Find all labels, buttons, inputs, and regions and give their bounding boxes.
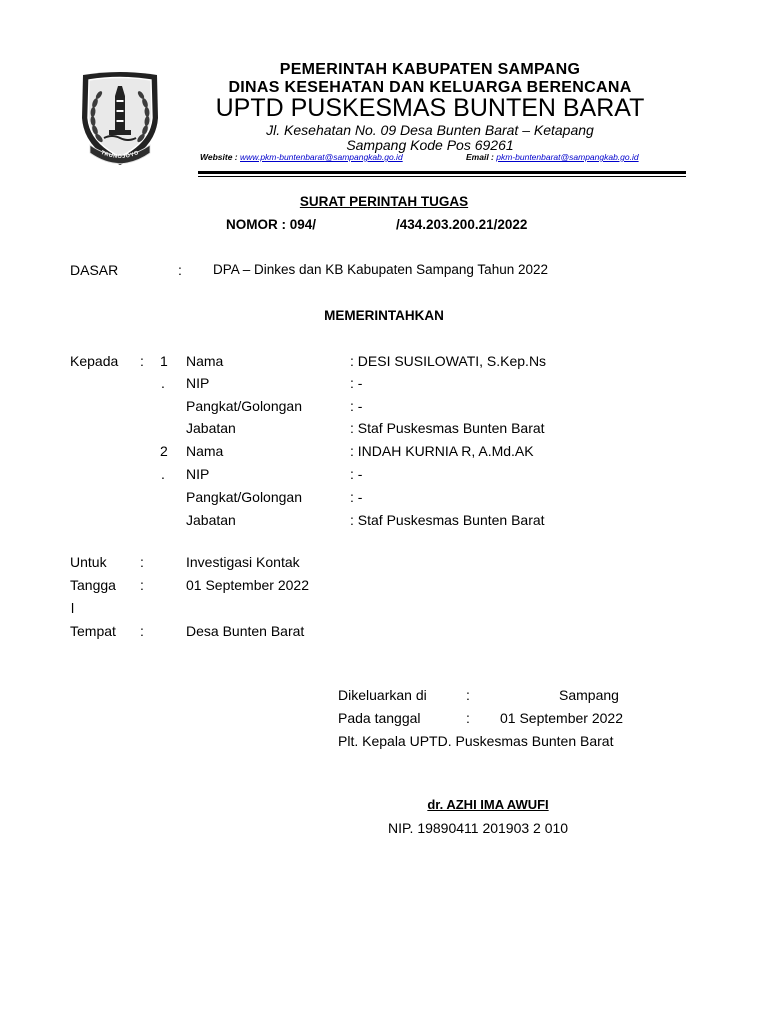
issued-date-label: Pada tanggal	[338, 710, 421, 726]
address-line-2: Sampang Kode Pos 69261	[346, 137, 514, 153]
recipient-1-name-label: Nama	[186, 353, 224, 369]
field-value: Staf Puskesmas Bunten Barat	[357, 420, 545, 436]
field-colon: :	[350, 489, 354, 505]
recipient-2-name-label: Nama	[186, 443, 224, 459]
field-colon: :	[350, 466, 354, 482]
place-value: Desa Bunten Barat	[186, 623, 305, 639]
issued-date-colon: :	[466, 710, 470, 726]
basis-label: DASAR	[70, 262, 119, 278]
email-row	[466, 152, 639, 162]
recipients-colon: :	[140, 353, 144, 369]
field-value: -	[357, 489, 363, 505]
field-value: DESI SUSILOWATI, S.Kep.Ns	[357, 353, 547, 369]
recipient-2-nip-value	[350, 466, 362, 482]
signer-nip: NIP. 19890411 201903 2 010	[388, 820, 569, 836]
email-label: Email :	[466, 152, 494, 162]
recipient-2-rank-value	[350, 489, 362, 505]
website-row	[200, 152, 403, 162]
basis-colon: :	[178, 262, 182, 278]
department-name: DINAS KESEHATAN DAN KELUARGA BERENCANA	[228, 79, 632, 96]
field-colon: :	[350, 512, 354, 528]
purpose-value: Investigasi Kontak	[186, 554, 300, 570]
sampang-regency-emblem-icon	[78, 70, 162, 166]
field-value: -	[357, 466, 363, 482]
field-colon: :	[350, 353, 354, 369]
basis-text: DPA – Dinkes dan KB Kabupaten Sampang Tahun 2022	[213, 262, 548, 277]
recipients-label: Kepada	[70, 353, 119, 369]
recipient-2-dot: .	[161, 466, 165, 482]
place-label: Tempat	[70, 623, 116, 639]
date-colon: :	[140, 577, 144, 593]
recipient-2-name-value	[350, 443, 534, 459]
letter-number-prefix: NOMOR : 094/	[226, 217, 317, 232]
place-colon: :	[140, 623, 144, 639]
recipient-2-rank-label: Pangkat/Golongan	[186, 489, 302, 505]
issued-place-colon: :	[466, 687, 470, 703]
field-value: -	[357, 398, 363, 414]
letterhead-divider-thin	[198, 176, 686, 177]
recipient-1-rank-value	[350, 398, 362, 414]
issued-date-value: 01 September 2022	[500, 710, 623, 726]
field-value: Staf Puskesmas Bunten Barat	[357, 512, 545, 528]
letterhead-divider-thick	[198, 171, 686, 174]
recipient-1-dot: .	[161, 375, 165, 391]
field-colon: :	[350, 443, 354, 459]
date-label-part-1: Tangga	[70, 577, 116, 593]
website-label: Website :	[200, 152, 238, 162]
field-colon: :	[350, 375, 354, 391]
recipient-2-number: 2	[160, 443, 168, 459]
unit-name: UPTD PUSKESMAS BUNTEN BARAT	[215, 94, 645, 122]
logo-motto: TRUNOJOYO	[99, 149, 141, 161]
recipient-2-nip-label: NIP	[186, 466, 210, 482]
email-link[interactable]: pkm-buntenbarat@sampangkab.go.id	[496, 152, 639, 162]
website-link[interactable]: www.pkm-buntenbarat@sampangkab.go.id	[240, 152, 403, 162]
recipient-1-nip-label: NIP	[186, 375, 210, 391]
address-line-1: Jl. Kesehatan No. 09 Desa Bunten Barat – Ketapang	[266, 122, 594, 138]
field-colon: :	[350, 398, 354, 414]
recipient-1-rank-label: Pangkat/Golongan	[186, 398, 302, 414]
recipient-2-position-label: Jabatan	[186, 512, 236, 528]
recipient-2-position-value	[350, 512, 545, 528]
government-name: PEMERINTAH KABUPATEN SAMPANG	[279, 61, 581, 78]
letter-title: SURAT PERINTAH TUGAS	[299, 194, 469, 209]
order-heading: MEMERINTAHKAN	[324, 308, 444, 323]
field-value: INDAH KURNIA R, A.Md.AK	[357, 443, 534, 459]
recipient-1-position-value	[350, 420, 545, 436]
recipient-1-name-value	[350, 353, 546, 369]
recipient-1-nip-value	[350, 375, 362, 391]
issued-place-value: Sampang	[559, 687, 619, 703]
issued-place-label: Dikeluarkan di	[338, 687, 427, 703]
recipient-1-position-label: Jabatan	[186, 420, 236, 436]
signer-name: dr. AZHI IMA AWUFI	[427, 797, 549, 812]
letter-number-suffix: /434.203.200.21/2022	[396, 217, 528, 232]
signer-position: Plt. Kepala UPTD. Puskesmas Bunten Barat	[338, 733, 614, 749]
recipient-1-number: 1	[160, 353, 168, 369]
date-label-part-2: l	[71, 600, 75, 616]
purpose-colon: :	[140, 554, 144, 570]
date-value: 01 September 2022	[186, 577, 309, 593]
field-value: -	[357, 375, 363, 391]
purpose-label: Untuk	[70, 554, 107, 570]
field-colon: :	[350, 420, 354, 436]
